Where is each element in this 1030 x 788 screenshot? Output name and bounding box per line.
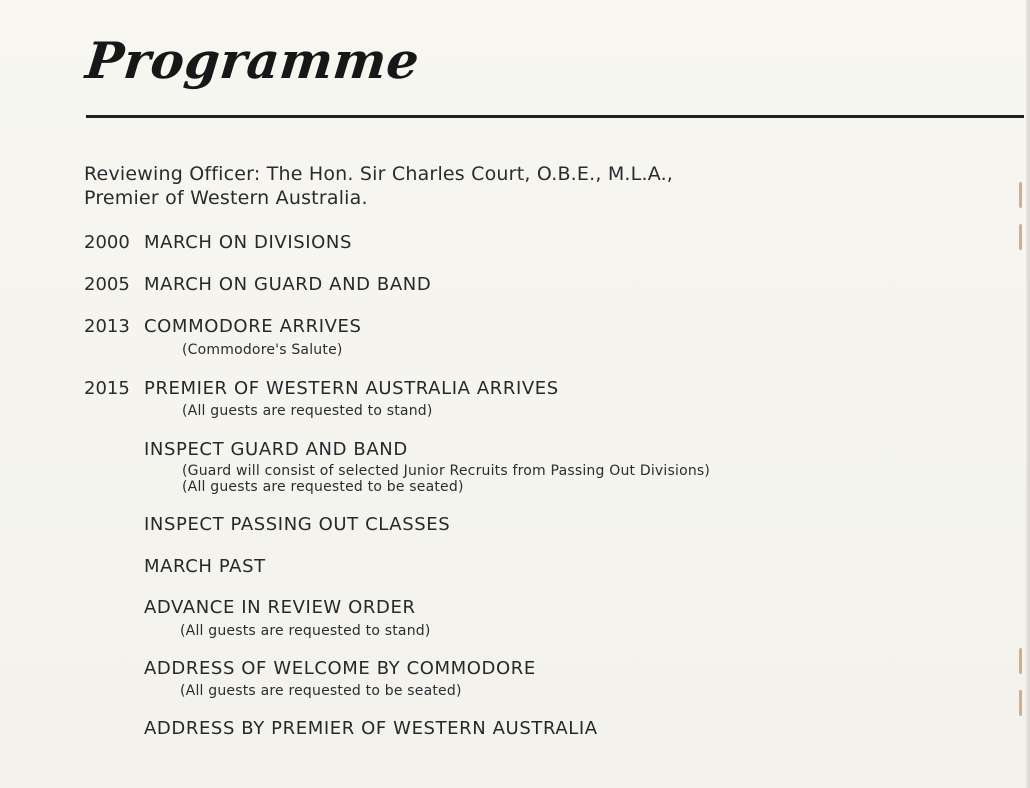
binding-mark bbox=[1019, 182, 1022, 208]
programme-heading: MARCH PAST bbox=[144, 556, 266, 577]
binding-mark bbox=[1019, 224, 1022, 250]
programme-note: (All guests are requested to be seated) bbox=[180, 683, 462, 699]
programme-heading: ADDRESS OF WELCOME BY COMMODORE bbox=[144, 658, 536, 679]
programme-heading: PREMIER OF WESTERN AUSTRALIA ARRIVES bbox=[144, 378, 559, 399]
programme-heading: ADDRESS BY PREMIER OF WESTERN AUSTRALIA bbox=[144, 718, 598, 739]
programme-time: 2000 bbox=[84, 232, 130, 253]
programme-time: 2013 bbox=[84, 316, 130, 337]
reviewing-officer-line-2: Premier of Western Australia. bbox=[84, 187, 368, 209]
programme-note: (All guests are requested to stand) bbox=[182, 403, 433, 419]
programme-note: (Commodore's Salute) bbox=[182, 342, 343, 358]
programme-time: 2005 bbox=[84, 274, 130, 295]
programme-heading: ADVANCE IN REVIEW ORDER bbox=[144, 597, 416, 618]
page-title: Programme bbox=[82, 31, 423, 90]
programme-time: 2015 bbox=[84, 378, 130, 399]
programme-heading: INSPECT GUARD AND BAND bbox=[144, 439, 408, 460]
reviewing-officer bbox=[84, 162, 673, 210]
programme-heading: INSPECT PASSING OUT CLASSES bbox=[144, 514, 451, 535]
programme-note: (All guests are requested to stand) bbox=[180, 623, 431, 639]
binding-mark bbox=[1019, 648, 1022, 674]
reviewing-officer-line-1: Reviewing Officer: The Hon. Sir Charles Court, O.B.E., M.L.A., bbox=[84, 163, 674, 185]
binding-mark bbox=[1019, 690, 1022, 716]
page-edge bbox=[1026, 0, 1030, 788]
programme-heading: MARCH ON DIVISIONS bbox=[144, 232, 353, 253]
title-rule bbox=[86, 115, 1024, 118]
programme-heading: MARCH ON GUARD AND BAND bbox=[144, 274, 432, 295]
programme-heading: COMMODORE ARRIVES bbox=[144, 316, 362, 337]
programme-note: (Guard will consist of selected Junior Recruits from Passing Out Divisions) bbox=[182, 463, 711, 479]
programme-note: (All guests are requested to be seated) bbox=[182, 479, 464, 495]
